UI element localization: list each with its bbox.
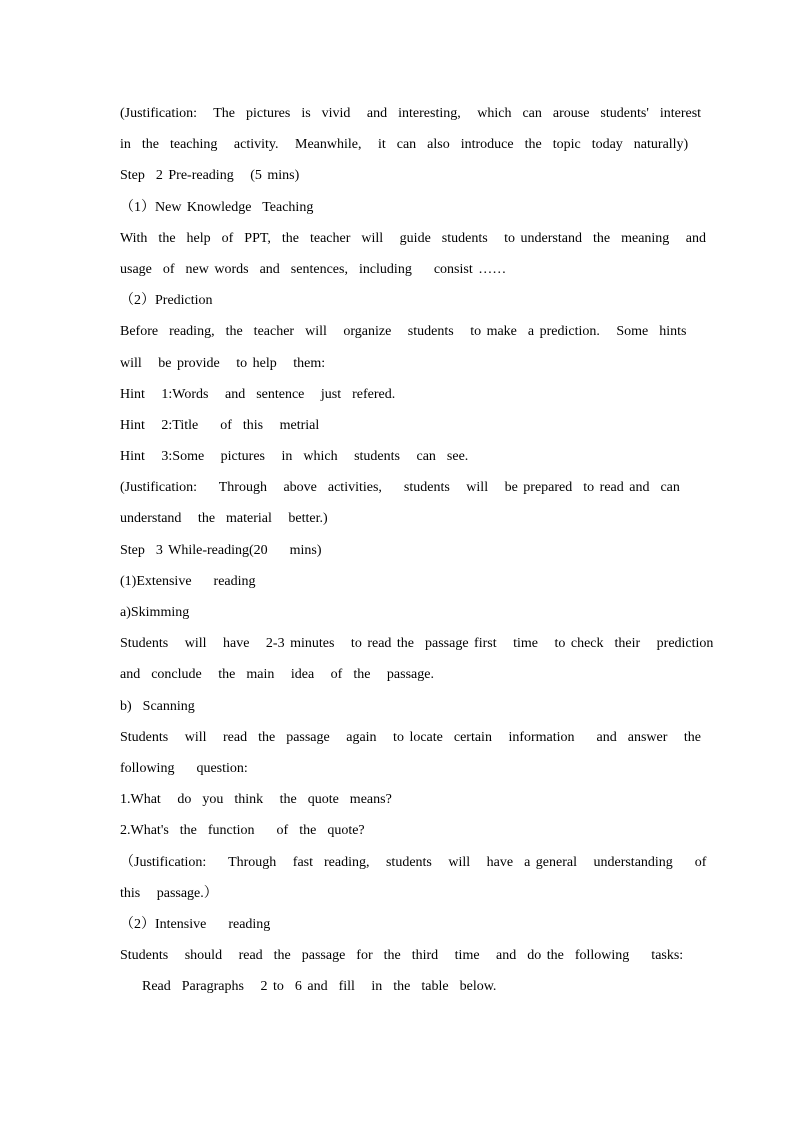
section-heading: Step 3 While-reading(20 mins): [120, 542, 322, 558]
subsection-heading: (1)Extensive reading: [120, 573, 256, 589]
subsection-heading: （2）Prediction: [120, 293, 213, 309]
text-line: in the teaching activity. Meanwhile, it can also introduce the topic today naturally): [120, 137, 689, 153]
text-line: Students will have 2-3 minutes to read the passage first time to check their prediction: [120, 636, 714, 652]
text-line: (Justification: Through above activities, students will be prepared to read and can: [120, 480, 680, 496]
hint-line: Hint 3:Some pictures in which students can see.: [120, 449, 469, 465]
text-line: this passage.）: [120, 885, 218, 901]
hint-line: Hint 1:Words and sentence just refered.: [120, 386, 396, 402]
document-body: [120, 98, 714, 1002]
subsection-heading: b) Scanning: [120, 698, 195, 714]
section-heading: Step 2 Pre-reading (5 mins): [120, 168, 300, 184]
text-line: and conclude the main idea of the passage.: [120, 667, 434, 683]
text-line: Students should read the passage for the third time and do the following tasks:: [120, 948, 684, 964]
text-line: usage of new words and sentences, including consist ……: [120, 261, 507, 277]
text-line: With the help of PPT, the teacher will guide students to understand the meaning and: [120, 230, 707, 246]
question-line: 1.What do you think the quote means?: [120, 792, 392, 808]
text-line: (Justification: The pictures is vivid and interesting, which can arouse students' interest: [120, 106, 702, 121]
hint-line: Hint 2:Title of this metrial: [120, 417, 320, 433]
text-line: Students will read the passage again to locate certain information and answer the: [120, 729, 702, 745]
question-line: 2.What's the function of the quote?: [120, 823, 365, 839]
subsection-heading: a)Skimming: [120, 605, 190, 620]
text-line: will be provide to help them:: [120, 355, 326, 371]
subsection-heading: （2）Intensive reading: [120, 916, 271, 932]
text-line: Read Paragraphs 2 to 6 and fill in the table below.: [120, 979, 497, 995]
text-line: （Justification: Through fast reading, students will have a general understanding of: [120, 854, 707, 870]
text-line: following question:: [120, 760, 248, 776]
subsection-heading: （1）New Knowledge Teaching: [120, 199, 314, 215]
text-line: understand the material better.): [120, 511, 328, 527]
text-line: Before reading, the teacher will organize students to make a prediction. Some hints: [120, 324, 687, 340]
